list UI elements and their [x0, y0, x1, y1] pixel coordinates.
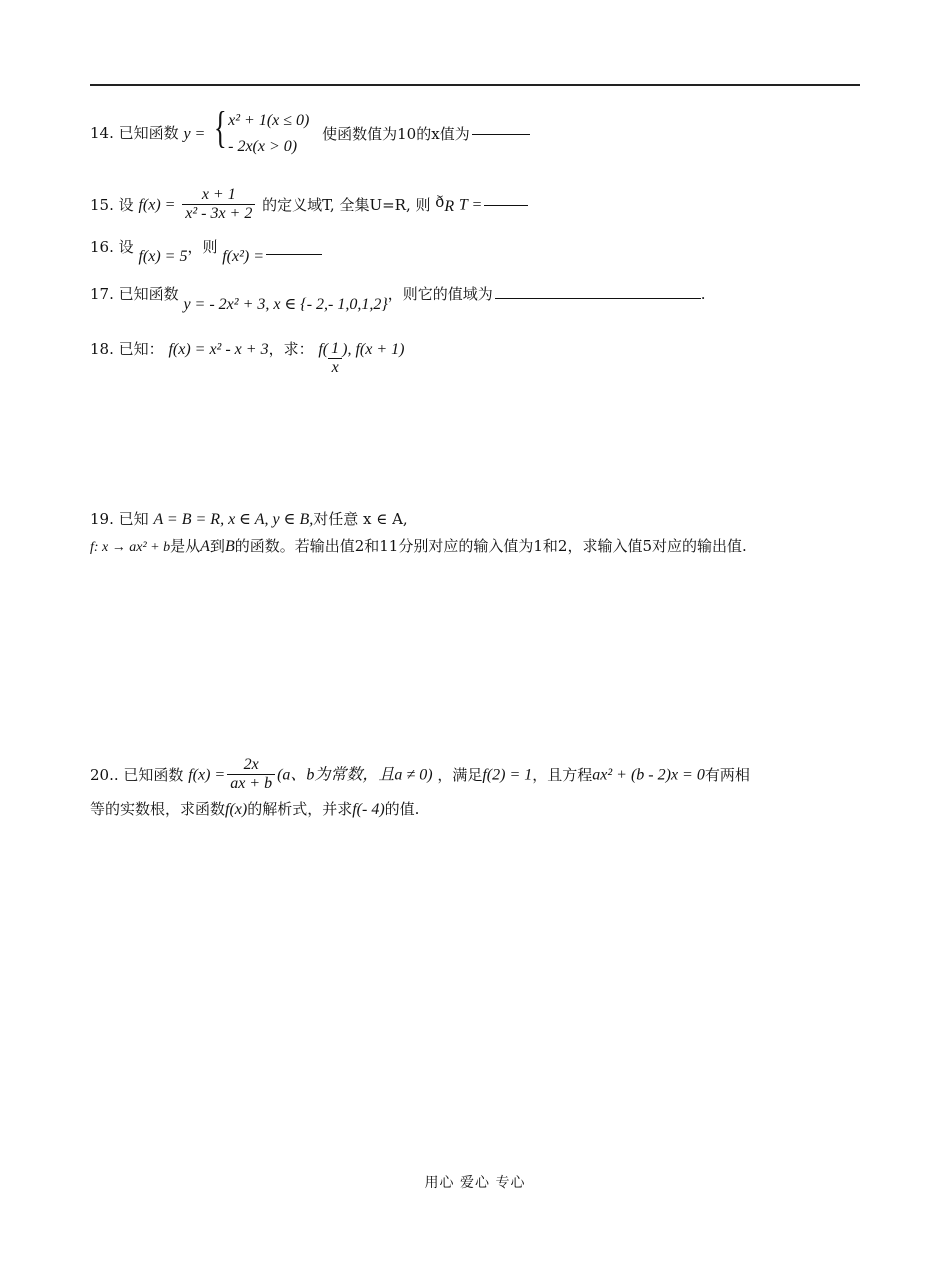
q20-mid2: ，且方程 — [532, 765, 593, 784]
q18-ask-pre: f( — [318, 341, 329, 358]
q14-piecewise: { x² + 1(x ≤ 0) - 2x(x > 0) — [214, 108, 309, 160]
q16-expr1: f(x) = 5 — [138, 248, 188, 265]
q20-line2 — [90, 800, 750, 819]
q19-lead: 已知 — [118, 510, 149, 528]
q14-number: 14. — [90, 124, 114, 142]
question-15 — [90, 186, 528, 224]
q15-denominator: x² - 3x + 2 — [185, 205, 253, 223]
q19-number: 19. — [90, 510, 114, 528]
q15-fraction — [182, 186, 255, 224]
q18-expr: f(x) = x² - x + 3 — [168, 341, 269, 358]
q16-mid: ，则 — [187, 238, 218, 256]
q16-answer-blank[interactable] — [266, 253, 322, 255]
q15-numerator: x + 1 — [182, 186, 255, 205]
q17-expr: y = - 2x² + 3, x ∈ {- 2,- 1,0,1,2} — [183, 296, 388, 313]
question-19 — [90, 506, 747, 561]
q15-complement-symbol: ð — [435, 193, 445, 212]
q19-sets: A = B = R, x ∈ A, y ∈ B, — [153, 511, 314, 528]
q19-text2: 的函数。若输出值2和11分别对应的输入值为1和2，求输入值5对应的输出值. — [234, 537, 747, 555]
q16-number: 16. — [90, 238, 114, 256]
q15-lead: 设 — [118, 195, 134, 214]
q18-lead: 已知： — [118, 340, 164, 358]
q15-lhs: f(x) = — [138, 196, 176, 214]
q14-tail: 使函数值为10的x值为 — [322, 125, 470, 143]
q14-case2: - 2x(x > 0) — [228, 138, 298, 155]
q20-condition: (a、b为常数，且a ≠ 0) — [277, 766, 433, 784]
q15-tail: T = — [458, 196, 483, 214]
q20-line2-end: 的值. — [384, 799, 420, 818]
q20-lhs: f(x) = — [188, 766, 226, 784]
q19-line1 — [90, 506, 747, 533]
q20-given: f(2) = 1 — [482, 766, 533, 784]
q20-fraction — [227, 756, 275, 794]
q20-line2-mid: 的解析式，并求 — [247, 799, 353, 818]
q17-tail: ，则它的值域为 — [387, 285, 493, 303]
q15-mid: 的定义域T, 全集U=R, 则 — [262, 195, 431, 214]
question-14: 14. 已知函数 y = { x² + 1(x ≤ 0) - 2x(x > 0) 使函数值为10的x值为 — [90, 108, 530, 160]
q18-numerator: 1 — [328, 340, 342, 359]
q17-answer-blank[interactable] — [495, 297, 701, 299]
q20-f-neg4: f(- 4) — [352, 800, 385, 818]
q20-line2-lead: 等的实数根，求函数 — [90, 799, 226, 818]
q15-complement-sub: R — [444, 198, 455, 216]
q18-mid: ，求： — [268, 340, 314, 358]
q18-denominator: x — [331, 359, 339, 377]
page-footer: 用心 爱心 专心 — [424, 1175, 526, 1191]
q15-answer-blank[interactable] — [484, 204, 528, 206]
q19-line2 — [90, 533, 747, 561]
question-20 — [90, 756, 750, 819]
q18-number: 18. — [90, 340, 114, 358]
q19-text1: 是从 — [170, 537, 201, 555]
q14-answer-blank[interactable] — [472, 133, 530, 135]
q20-denominator: ax + b — [230, 775, 273, 793]
q20-equation: ax² + (b - 2)x = 0 — [592, 766, 705, 784]
q20-number: 20. — [90, 765, 114, 784]
q20-mid: ，满足 — [437, 765, 483, 784]
q14-case1: x² + 1(x ≤ 0) — [228, 112, 310, 129]
q16-lead: 设 — [118, 238, 134, 256]
q18-fraction — [328, 340, 342, 378]
q17-end: . — [700, 285, 706, 303]
q20-numerator: 2x — [227, 756, 275, 775]
question-16 — [90, 238, 322, 265]
q19-forall: 对任意 x ∈ A, — [313, 510, 408, 528]
q19-mapping: f: x → ax² + b — [90, 540, 171, 555]
q16-expr2: f(x²) = — [222, 248, 265, 265]
q17-lead: 已知函数 — [118, 285, 179, 303]
q15-number: 15. — [90, 195, 114, 214]
q20-line1 — [90, 756, 750, 794]
q17-number: 17. — [90, 285, 114, 303]
q20-lead: . 已知函数 — [113, 765, 184, 784]
question-17 — [90, 285, 706, 313]
q20-tail1: 有两相 — [704, 765, 750, 784]
q19-set-b: B — [224, 538, 235, 555]
q14-lead: 已知函数 — [118, 124, 179, 142]
q19-set-a: A — [200, 538, 210, 555]
header-rule — [90, 84, 860, 86]
q18-ask-post: ), f(x + 1) — [342, 341, 405, 358]
q19-to: 到 — [209, 537, 225, 555]
question-18 — [90, 340, 404, 378]
q20-fx: f(x) — [225, 800, 248, 818]
